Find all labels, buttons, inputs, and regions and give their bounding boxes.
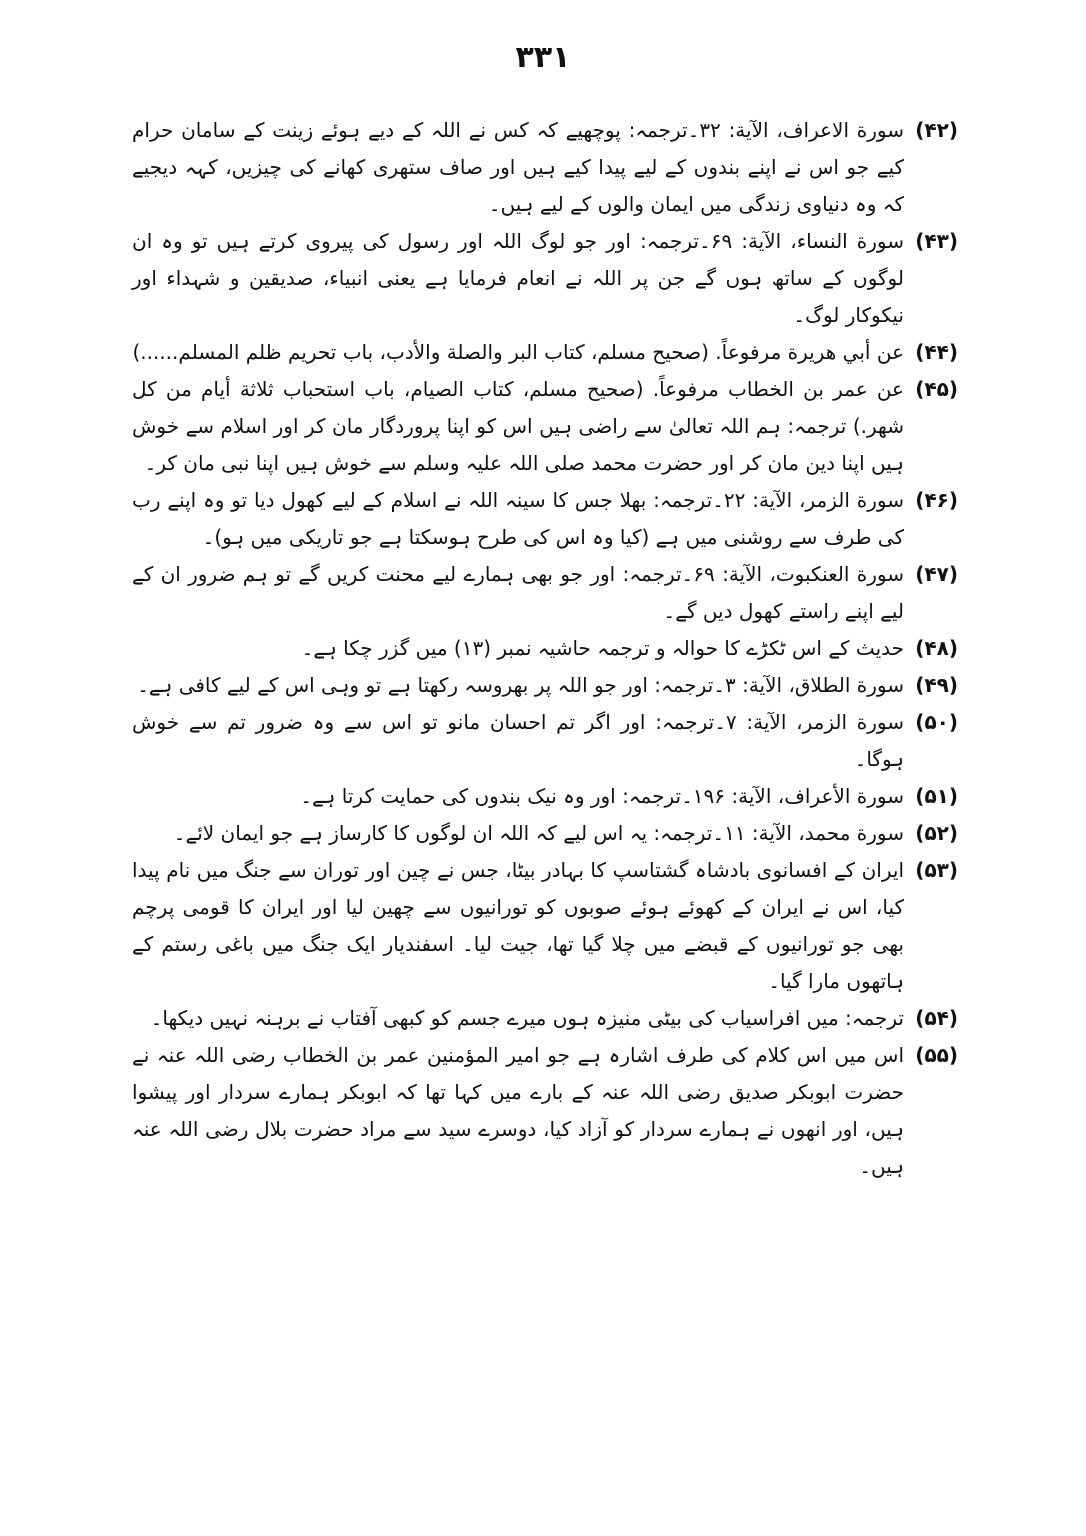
footnote-text: سورة الأعراف، الآية: ۱۹۶۔ترجمہ: اور وہ نیک بندوں کی حمایت کرتا ہے۔	[300, 784, 904, 808]
footnote-45	[132, 371, 958, 482]
footnote-number: (۵۰)	[915, 710, 958, 734]
footnote-number: (۵۵)	[915, 1043, 958, 1067]
footnote-number: (۵۲)	[915, 821, 958, 845]
footnote-54	[132, 1000, 958, 1037]
footnote-51	[132, 778, 958, 815]
footnote-number: (۴۹)	[915, 673, 958, 697]
footnote-text: سورة الاعراف، الآية: ۳۲۔ترجمہ: پوچھیے کہ کس نے اللہ کے دیے ہوئے زینت کے سامان حرام کیے جو اس نے اپنے بندوں کے لیے پیدا کیے ہیں اور صاف ستھری کھانے کی چیزیں، کہہ دیجیے کہ وہ دنیاوی زندگی میں ایمان والوں کے لیے ہیں۔	[132, 118, 904, 216]
footnote-52	[132, 815, 958, 852]
page-number: ۳۳۱	[515, 40, 571, 75]
footnote-number: (۴۳)	[915, 229, 958, 253]
footnote-number: (۴۶)	[915, 488, 958, 512]
footnote-text: سورة محمد، الآية: ۱۱۔ترجمہ: یہ اس لیے کہ اللہ ان لوگوں کا کارساز ہے جو ایمان لائے۔	[173, 821, 904, 845]
footnote-47	[132, 556, 958, 630]
footnote-53	[132, 852, 958, 1000]
footnote-46	[132, 482, 958, 556]
footnote-43	[132, 223, 958, 334]
footnote-text: سورة النساء، الآية: ۶۹۔ترجمہ: اور جو لوگ اللہ اور رسول کی پیروی کرتے ہیں تو وہ ان لوگوں کے ساتھ ہوں گے جن پر اللہ نے انعام فرمایا ہے یعنی انبیاء، صدیقین و شہداء اور نیکوکار لوگ۔	[132, 229, 904, 327]
footnote-number: (۴۴)	[915, 340, 958, 364]
footnote-text: عن عمر بن الخطاب مرفوعاً. (صحيح مسلم، كتاب الصيام، باب استحباب ثلاثة أيام من كل شهر.) ترجمہ: ہم اللہ تعالیٰ سے راضی ہیں اس کو اپنا پروردگار مان کر اور اسلام سے خوش ہیں اپنا دین مان کر اور حضرت محمد صلی اللہ علیہ وسلم سے خوش ہیں اپنا نبی مان کر۔	[132, 377, 904, 475]
footnote-48	[132, 630, 958, 667]
footnote-number: (۵۴)	[915, 1006, 958, 1030]
footnote-44	[132, 334, 958, 371]
footnote-number: (۴۷)	[915, 562, 958, 586]
footnote-text: ایران کے افسانوی بادشاہ گشتاسپ کا بہادر بیٹا، جس نے چین اور توران سے جنگ میں نام پیدا کیا، اس نے ایران کے کھوئے ہوئے صوبوں کو تورانیوں سے چھین لیا اور ایران کا قومی پرچم بھی جو تورانیوں کے قبضے میں چلا گیا تھا، جیت لیا۔ اسفندیار ایک جنگ میں باغی رستم کے ہاتھوں مارا گیا۔	[132, 858, 904, 993]
footnotes-list	[132, 112, 958, 1185]
footnote-42	[132, 112, 958, 223]
footnote-text: سورة الزمر، الآية: ۲۲۔ترجمہ: بھلا جس کا سینہ اللہ نے اسلام کے لیے کھول دیا تو وہ اپنے رب کی طرف سے روشنی میں ہے (کیا وہ اس کی طرح ہوسکتا ہے جو تاریکی میں ہو)۔	[132, 488, 904, 549]
footnote-text: سورة الطلاق، الآية: ۳۔ترجمہ: اور جو اللہ پر بھروسہ رکھتا ہے تو وہی اس کے لیے کافی ہے۔	[137, 673, 904, 697]
footnote-text: ترجمہ: میں افراسیاب کی بیٹی منیزہ ہوں میرے جسم کو کبھی آفتاب نے برہنہ نہیں دیکھا۔	[150, 1006, 904, 1030]
footnote-number: (۴۵)	[915, 377, 958, 401]
footnote-text: سورة العنكبوت، الآية: ۶۹۔ترجمہ: اور جو بھی ہمارے لیے محنت کریں گے تو ہم ضرور ان کے لیے اپنے راستے کھول دیں گے۔	[132, 562, 904, 623]
footnote-text: اس میں اس کلام کی طرف اشارہ ہے جو امیر المؤمنین عمر بن الخطاب رضی اللہ عنہ نے حضرت ابوبکر صدیق رضی اللہ عنہ کے بارے میں کہا تھا کہ ابوبکر ہمارے سردار اور پیشوا ہیں، اور انھوں نے ہمارے سردار کو آزاد کیا، دوسرے سید سے مراد حضرت بلال رضی اللہ عنہ ہیں۔	[132, 1043, 904, 1178]
footnote-49	[132, 667, 958, 704]
footnote-number: (۵۱)	[915, 784, 958, 808]
footnote-number: (۵۳)	[915, 858, 958, 882]
footnote-text: سورة الزمر، الآية: ۷۔ترجمہ: اور اگر تم احسان مانو تو اس سے وہ ضرور تم سے خوش ہوگا۔	[132, 710, 904, 771]
footnote-50	[132, 704, 958, 778]
footnote-number: (۴۲)	[915, 118, 958, 142]
footnote-text: عن أبي هريرة مرفوعاً. (صحيح مسلم، كتاب البر والصلة والأدب، باب تحريم ظلم المسلم......)	[132, 340, 904, 364]
footnote-text: حدیث کے اس ٹکڑے کا حوالہ و ترجمہ حاشیہ نمبر (۱۳) میں گزر چکا ہے۔	[301, 636, 904, 660]
footnote-number: (۴۸)	[915, 636, 958, 660]
footnote-55	[132, 1037, 958, 1185]
